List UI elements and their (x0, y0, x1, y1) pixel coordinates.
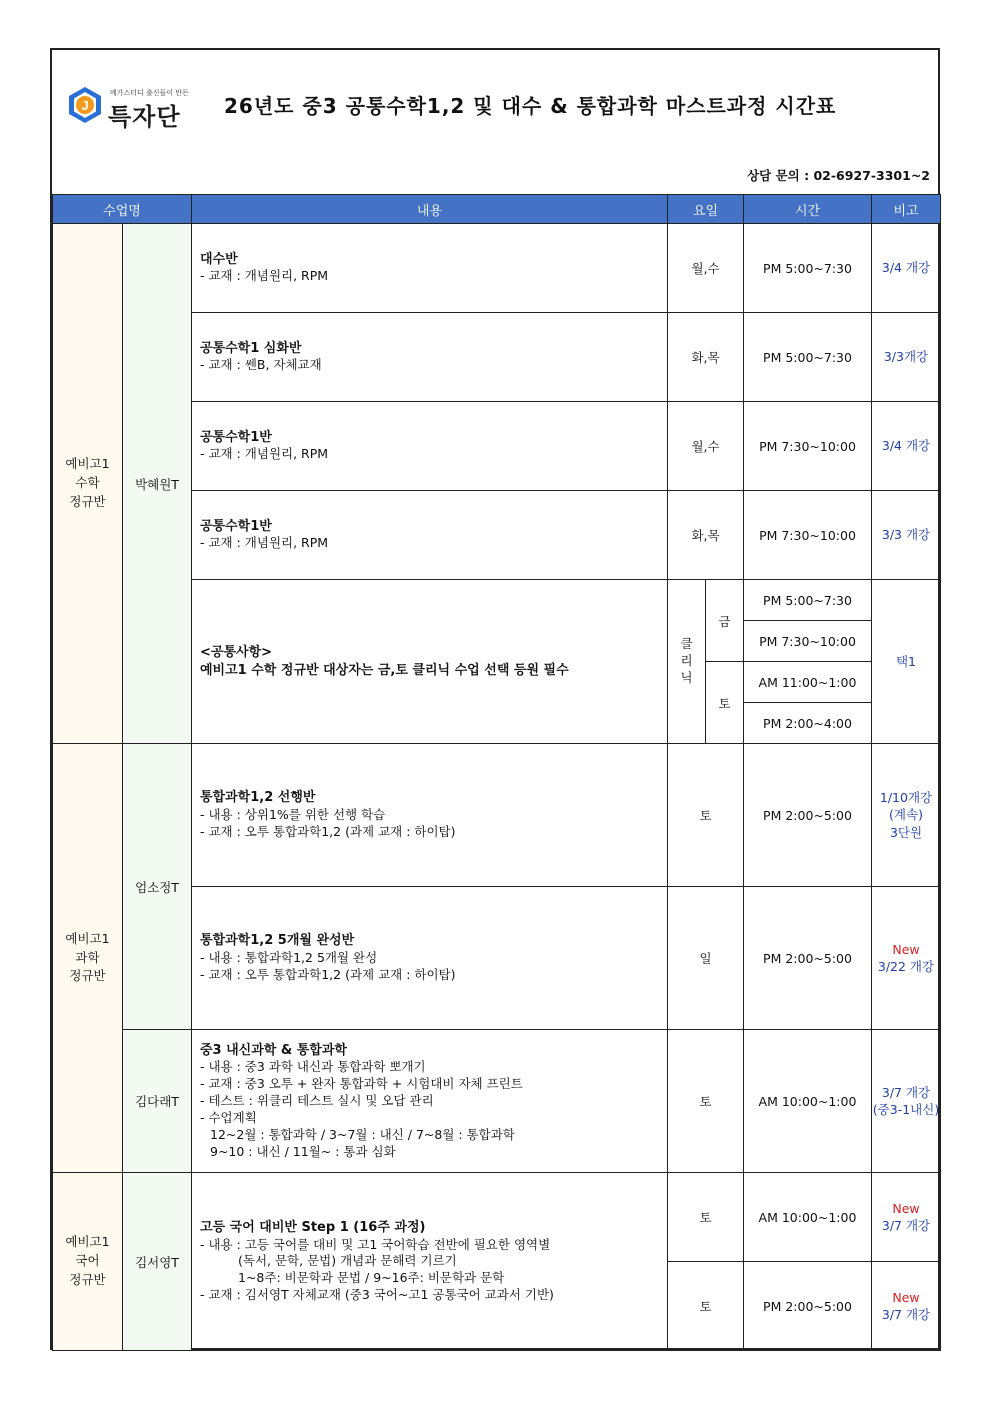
class-content: 고등 국어 대비반 Step 1 (16주 과정) - 내용 : 고등 국어를 대비 및 고1 국어학습 전반에 필요한 영역별 (독서, 문학, 문법) 개념과 문해력 기르기 1~8주: 비문학과 문법 / 9~16주: 비문학과 문학 - 교재 : 김서영T 자체교재 (중3 국어~고1 공통국어 교과서 기반) (192, 1173, 668, 1351)
class-time: AM 10:00~1:00 (744, 1173, 872, 1262)
clinic-time: PM 5:00~7:30 (744, 580, 872, 621)
class-day: 화,목 (668, 313, 744, 402)
class-time: AM 10:00~1:00 (744, 1030, 872, 1173)
teacher-science-1: 엄소정T (123, 744, 192, 1030)
class-note: 3/4 개강 (872, 402, 941, 491)
col-note: 비고 (872, 195, 941, 224)
class-content: 공통수학1 심화반 - 교재 : 쎈B, 자체교재 (192, 313, 668, 402)
class-day: 토 (668, 1262, 744, 1351)
svg-text:J: J (81, 98, 89, 113)
class-note: 3/7 개강 (중3-1내신) (872, 1030, 941, 1173)
class-day: 화,목 (668, 491, 744, 580)
col-day: 요일 (668, 195, 744, 224)
teacher-math: 박혜원T (123, 224, 192, 744)
class-content: 중3 내신과학 & 통합과학 - 내용 : 중3 과학 내신과 통합과학 뽀개기 - 교재 : 중3 오투 + 완자 통합과학 + 시험대비 자체 프린트 - 테스트 : 위클리 테스트 실시 및 오답 관리 - 수업계획 12~2월 : 통합과학 / 3~7월 : 내신 / 7~8월 : 통합과학 9~10 : 내신 / 11월~ : 통과 심화 (192, 1030, 668, 1173)
col-content: 내용 (192, 195, 668, 224)
class-day: 토 (668, 1173, 744, 1262)
class-time: PM 7:30~10:00 (744, 491, 872, 580)
clinic-label: 클 리 닉 (668, 580, 706, 744)
group-science: 예비고1 과학 정규반 (53, 744, 123, 1173)
class-day: 일 (668, 887, 744, 1030)
class-day: 토 (668, 744, 744, 887)
class-day: 월,수 (668, 402, 744, 491)
clinic-fri: 금 (706, 580, 744, 662)
class-note: 1/10개강 (계속) 3단원 (872, 744, 941, 887)
clinic-time: PM 2:00~4:00 (744, 703, 872, 744)
group-math: 예비고1 수학 정규반 (53, 224, 123, 744)
clinic-time: AM 11:00~1:00 (744, 662, 872, 703)
new-badge: New (892, 1289, 920, 1305)
class-note: 3/3개강 (872, 313, 941, 402)
table-row (53, 224, 941, 313)
class-day: 월,수 (668, 224, 744, 313)
class-content: 공통수학1반 - 교재 : 개념원리, RPM (192, 491, 668, 580)
class-time: PM 2:00~5:00 (744, 1262, 872, 1351)
group-korean: 예비고1 국어 정규반 (53, 1173, 123, 1351)
clinic-note: 택1 (872, 580, 941, 744)
logo-name: 특자단 (108, 103, 181, 131)
class-time: PM 7:30~10:00 (744, 402, 872, 491)
logo-mark-icon (66, 86, 104, 124)
class-time: PM 5:00~7:30 (744, 224, 872, 313)
teacher-korean: 김서영T (123, 1173, 192, 1351)
page-title: 26년도 중3 공통수학1,2 및 대수 & 통합과학 마스트과정 시간표 (224, 94, 837, 118)
class-content: 통합과학1,2 선행반 - 내용 : 상위1%를 위한 선행 학습 - 교재 : 오투 통합과학1,2 (과제 교재 : 하이탑) (192, 744, 668, 887)
class-note: 3/3 개강 (872, 491, 941, 580)
class-day: 토 (668, 1030, 744, 1173)
schedule-table (52, 194, 941, 1351)
clinic-sat: 토 (706, 662, 744, 744)
class-time: PM 2:00~5:00 (744, 744, 872, 887)
table-row (53, 1173, 941, 1262)
class-content: 통합과학1,2 5개월 완성반 - 내용 : 통합과학1,2 5개월 완성 - 교재 : 오투 통합과학1,2 (과제 교재 : 하이탑) (192, 887, 668, 1030)
class-content: 공통수학1반 - 교재 : 개념원리, RPM (192, 402, 668, 491)
new-badge: New (892, 941, 920, 957)
new-badge: New (892, 1200, 920, 1216)
class-content: 대수반 - 교재 : 개념원리, RPM (192, 224, 668, 313)
table-header-row (53, 195, 941, 224)
class-note: 3/4 개강 (872, 224, 941, 313)
col-class: 수업명 (53, 195, 192, 224)
logo (66, 80, 196, 130)
class-note: New 3/7 개강 (872, 1262, 941, 1351)
class-note: New 3/22 개강 (872, 887, 941, 1030)
teacher-science-2: 김다래T (123, 1030, 192, 1173)
table-row (53, 744, 941, 887)
col-time: 시간 (744, 195, 872, 224)
timetable-sheet (50, 48, 940, 1350)
class-time: PM 5:00~7:30 (744, 313, 872, 402)
class-time: PM 2:00~5:00 (744, 887, 872, 1030)
clinic-time: PM 7:30~10:00 (744, 621, 872, 662)
logo-tagline: 메가스터디 출신들이 만든 (110, 89, 189, 97)
common-notice: <공통사항> 예비고1 수학 정규반 대상자는 금,토 클리닉 수업 선택 등원 필수 (192, 580, 668, 744)
contact-info: 상담 문의 : 02-6927-3301~2 (747, 168, 930, 183)
class-note: New 3/7 개강 (872, 1173, 941, 1262)
table-row (53, 1030, 941, 1173)
header (52, 50, 938, 196)
